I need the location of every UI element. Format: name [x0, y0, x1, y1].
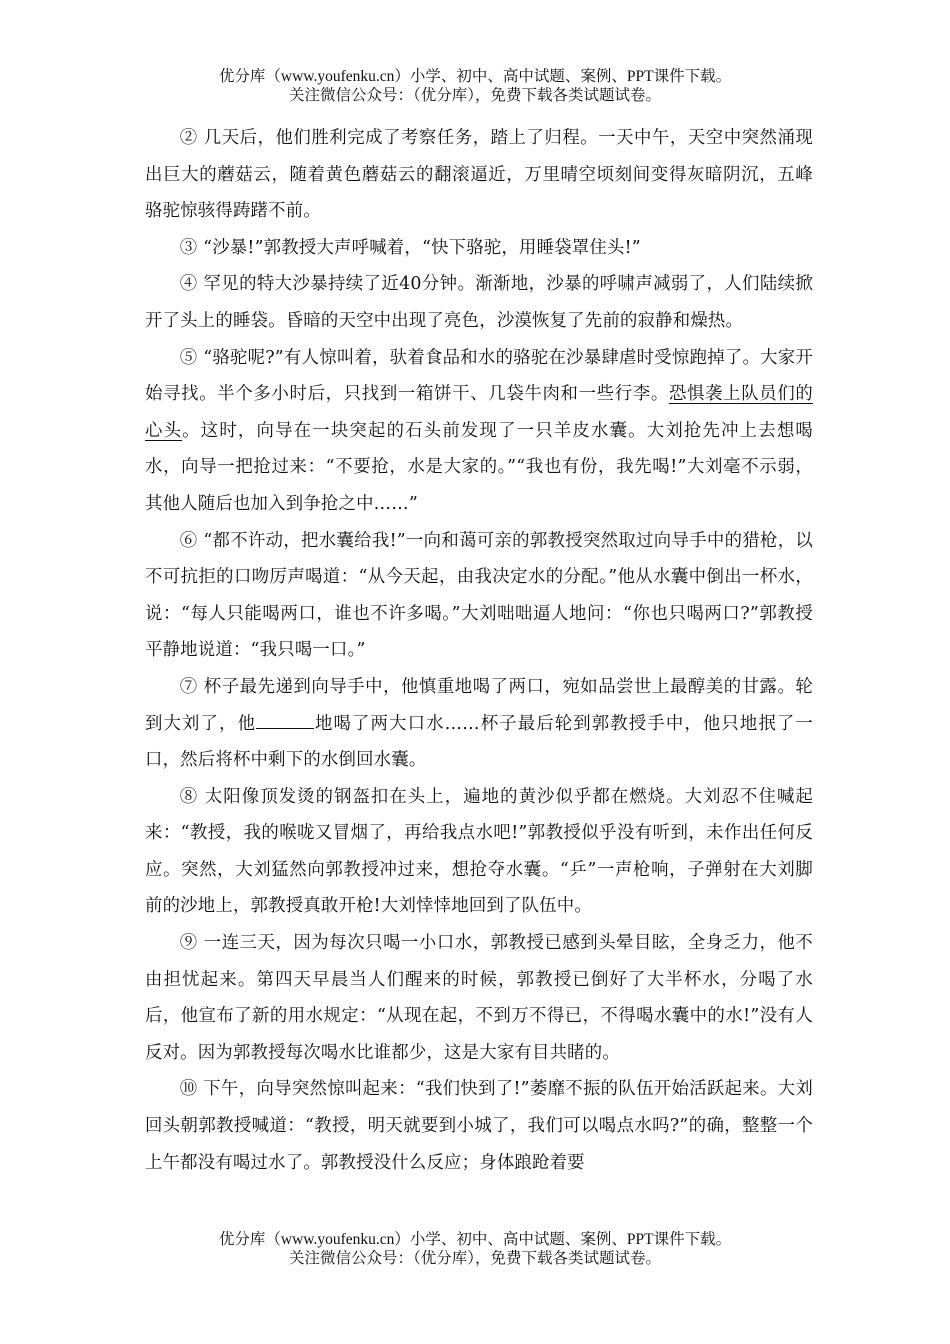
paragraph-5: [145, 340, 813, 523]
paragraph-5-text-before: ⑤ “骆驼呢?”有人惊叫着，驮着食品和水的骆驼在沙暴肆虐时受惊跑掉了。大家开始寻找。半个多小时后，只找到一箱饼干、几袋牛肉和一些行李。: [145, 347, 813, 405]
page-footer-banner: [0, 1230, 950, 1268]
paragraph-2: ② 几天后，他们胜利完成了考察任务，踏上了归程。一天中午，天空中突然涌现出巨大的蘑菇云，随着黄色蘑菇云的翻滚逼近，万里晴空顷刻间变得灰暗阴沉，五峰骆驼惊骇得踌躇不前。: [145, 128, 813, 222]
paragraph-8: ⑧ 太阳像顶发烫的钢盔扣在头上，遍地的黄沙似乎都在燃烧。大刘忍不住喊起来：“教授，我的喉咙又冒烟了，再给我点水吧!”郭教授似乎没有听到，未作出任何反应。突然，大刘猛然向郭教授冲过来，想抢夺水囊。“乒”一声枪响，子弹射在大刘脚前的沙地上，郭教授真敢开枪!大刘悻悻地回到了队伍中。: [145, 786, 813, 917]
paragraph-4: ④ 罕见的特大沙暴持续了近40分钟。渐渐地，沙暴的呼啸声减弱了，人们陆续掀开了头上的睡袋。昏暗的天空中出现了亮色，沙漠恢复了先前的寂静和燥热。: [145, 274, 813, 331]
paragraph-7-text-before: ⑦ 杯子最先递到向导手中，他慎重地喝了两口，宛如品尝世上最醇美的甘露。轮到大刘了，他: [145, 676, 813, 734]
article-body: [145, 120, 813, 1181]
paragraph-9: ⑨ 一连三天，因为每次只喝一小口水，郭教授已感到头晕目眩，全身乏力，他不由担忧起来。第四天早晨当人们醒来的时候，郭教授已倒好了大半杯水，分喝了水后，他宣布了新的用水规定：“从现在起，不到万不得已，不得喝水囊中的水!”没有人反对。因为郭教授每次喝水比谁都少，这是大家有目共睹的。: [145, 933, 813, 1063]
footer-line-2: 关注微信公众号：（优分库），免费下载各类试题试卷。: [288, 1250, 661, 1267]
paragraph-3: ③ “沙暴!”郭教授大声呼喊着，“快下骆驼，用睡袋罩住头!”: [179, 237, 641, 258]
paragraph-7-text-after: 地喝了两大口水……杯子最后轮到郭教授手中，他只地抿了一口，然后将杯中剩下的水倒回水囊。: [145, 713, 813, 771]
footer-line-1: 优分库（www.youfenku.cn）小学、初中、高中试题、案例、PPT课件下载。: [218, 1231, 732, 1248]
page-header-banner: [0, 67, 950, 105]
header-line-1: 优分库（www.youfenku.cn）小学、初中、高中试题、案例、PPT课件下载。: [218, 68, 732, 85]
header-line-2: 关注微信公众号：（优分库），免费下载各类试题试卷。: [288, 87, 661, 104]
underlined-sentence: 恐惧袭上队员们的心头: [145, 384, 813, 441]
paragraph-10: ⑩ 下午，向导突然惊叫起来：“我们快到了!”萎靡不振的队伍开始活跃起来。大刘回头朝郭教授喊道：“教授，明天就要到小城了，我们可以喝点水吗?”的确，整整一个上午都没有喝过水了。郭教授没什么反应；身体踉跄着要: [145, 1079, 813, 1173]
paragraph-7: [145, 669, 813, 779]
paragraph-5-text-after: 。这时，向导在一块突起的石头前发现了一只羊皮水囊。大刘抢先冲上去想喝水，向导一把抢过来：“不要抢，水是大家的。”“我也有份，我先喝!”大刘毫不示弱，其他人随后也加入到争抢之中……”: [145, 420, 813, 514]
paragraph-6: ⑥ “都不许动，把水囊给我!”一向和蔼可亲的郭教授突然取过向导手中的猎枪，以不可抗拒的口吻厉声喝道：“从今天起，由我决定水的分配。”他从水囊中倒出一杯水，说：“每人只能喝两口，谁也不许多喝。”大刘咄咄逼人地问：“你也只喝两口?”郭教授平静地说道：“我只喝一口。”: [145, 530, 813, 661]
fill-in-blank: [256, 710, 314, 729]
